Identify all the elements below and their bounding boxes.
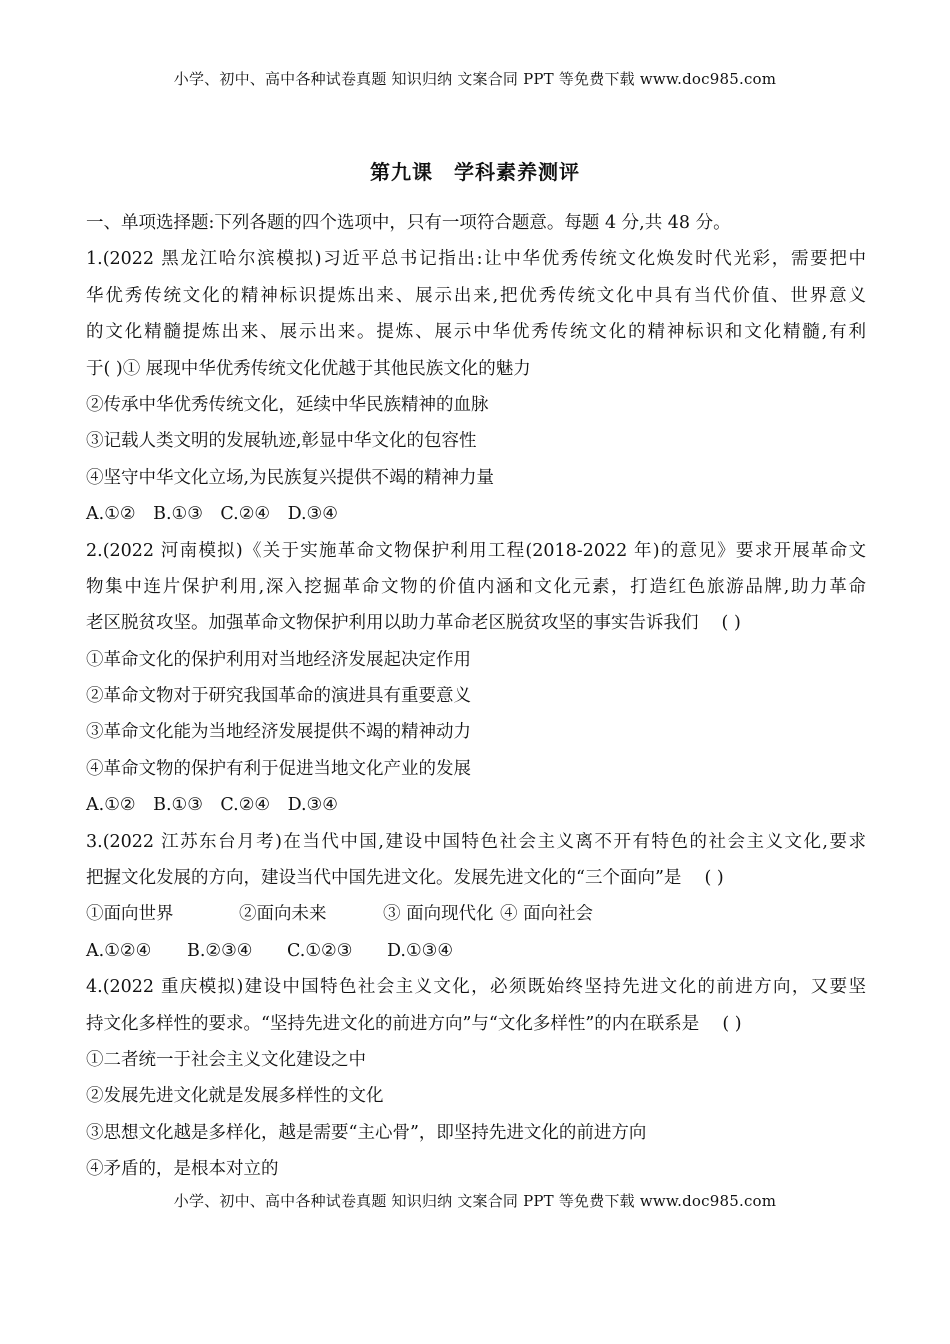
answer-choice: B.②③④ [187,940,253,961]
statement-option: ①二者统一于社会主义文化建设之中 [86,1049,366,1070]
question-stem-line: 持文化多样性的要求。“坚持先进文化的前进方向”与“文化多样性”的内在联系是 ( ) [86,1013,742,1034]
statement-option: ③记载人类文明的发展轨迹,彰显中华文化的包容性 [86,431,477,452]
question-stem-line: 1.(2022 黑龙江哈尔滨模拟)习近平总书记指出:让中华优秀传统文化焕发时代光彩，需要把中 [86,249,866,270]
statement-option: ③革命文化能为当地经济发展提供不竭的精神动力 [86,722,471,743]
question-stem-line: 4.(2022 重庆模拟)建设中国特色社会主义文化，必须既始终坚持先进文化的前进方向，又要坚 [86,977,866,998]
statement-option: ④ 面向社会 [500,904,594,925]
section-heading: 一、单项选择题:下列各题的四个选项中，只有一项符合题意。每题 4 分,共 48 分。 [86,213,731,233]
answer-choice: C.①②③ [287,940,353,961]
question-stem-line: 把握文化发展的方向，建设当代中国先进文化。发展先进文化的“三个面向”是 ( ) [86,868,724,889]
question-stem-line: 2.(2022 河南模拟)《关于实施革命文物保护利用工程(2018-2022 年)的意见》要求开展革命文 [86,540,866,561]
answer-choice: A.①②④ [86,940,152,961]
statement-option: ②发展先进文化就是发展多样性的文化 [86,1086,384,1107]
statement-option: ③ 面向现代化 [383,904,494,925]
question-stem-line: 的文化精髓提炼出来、展示出来。提炼、展示中华优秀传统文化的精神标识和文化精髓,有利 [86,322,866,343]
question-4 [86,969,866,1187]
question-3 [86,824,866,970]
statement-option: ②面向未来 [239,904,327,925]
answer-choice: D.①③④ [387,940,454,961]
document-body [86,205,866,1188]
question-stem-line: 于( )① 展现中华优秀传统文化优越于其他民族文化的魅力 [86,358,531,379]
statement-option: ②革命文物对于研究我国革命的演进具有重要意义 [86,686,471,707]
question-1 [86,241,866,532]
statement-option: ②传承中华优秀传统文化，延续中华民族精神的血脉 [86,394,489,415]
answer-choices: A.①② B.①③ C.②④ D.③④ [86,504,338,525]
question-stem-line: 华优秀传统文化的精神标识提炼出来、展示出来,把优秀传统文化中具有当代价值、世界意义 [86,285,866,306]
statement-options-row [86,896,866,932]
statement-option: ①革命文化的保护利用对当地经济发展起决定作用 [86,649,471,670]
page-header: 小学、初中、高中各种试卷真题 知识归纳 文案合同 PPT 等免费下载 www.doc985.com [173,70,777,88]
answer-choices: A.①② B.①③ C.②④ D.③④ [86,795,338,816]
answer-choices [86,933,866,969]
page-title: 第九课 学科素养测评 [370,160,580,184]
question-stem-line: 3.(2022 江苏东台月考)在当代中国,建设中国特色社会主义离不开有特色的社会主义文化,要求 [86,831,866,852]
statement-option: ①面向世界 [86,904,174,925]
question-2 [86,533,866,824]
statement-option: ④革命文物的保护有利于促进当地文化产业的发展 [86,758,471,779]
question-stem-line: 老区脱贫攻坚。加强革命文物保护利用以助力革命老区脱贫攻坚的事实告诉我们 ( ) [86,613,741,634]
statement-option: ③思想文化越是多样化，越是需要“主心骨”，即坚持先进文化的前进方向 [86,1122,647,1143]
statement-option: ④坚守中华文化立场,为民族复兴提供不竭的精神力量 [86,467,495,488]
statement-option: ④矛盾的，是根本对立的 [86,1159,279,1180]
question-stem-line: 物集中连片保护利用,深入挖掘革命文物的价值内涵和文化元素，打造红色旅游品牌,助力革命 [86,576,866,597]
page-footer: 小学、初中、高中各种试卷真题 知识归纳 文案合同 PPT 等免费下载 www.doc985.com [173,1192,777,1210]
